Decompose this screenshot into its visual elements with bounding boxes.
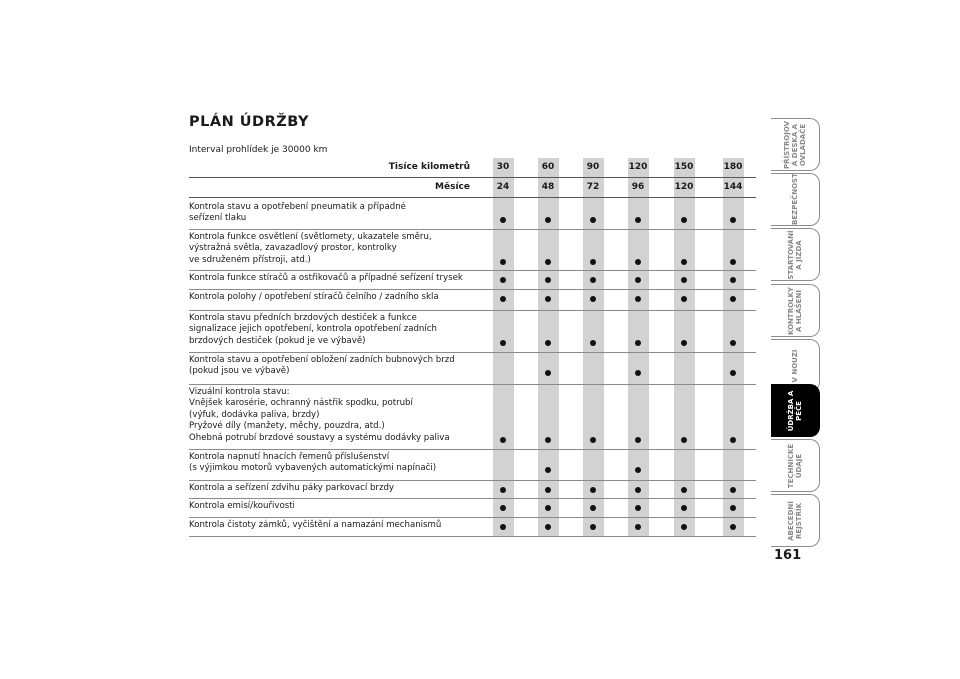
maintenance-dot	[500, 217, 506, 223]
chapter-tab-label: V NOUZI	[791, 348, 799, 383]
maintenance-dot	[681, 524, 687, 530]
maintenance-dot	[635, 370, 641, 376]
maintenance-dot	[730, 505, 736, 511]
maintenance-dot	[635, 296, 641, 302]
row-label: Kontrola čistoty zámků, vyčištění a namazání mechanismů	[189, 520, 442, 530]
table-row	[189, 200, 756, 230]
table-row	[189, 290, 756, 311]
chapter-tab-label: ÚDRŽBA A PÉČE	[787, 390, 803, 431]
row-label: Kontrola stavu a opotřebení obložení zadních bubnových brzd (pokud jsou ve výbavě)	[189, 355, 455, 377]
maintenance-dot	[590, 524, 596, 530]
km-interval-value: 60	[541, 162, 555, 172]
maintenance-dot	[545, 370, 551, 376]
maintenance-dot	[545, 277, 551, 283]
interval-note: Interval prohlídek je 30000 km	[189, 145, 328, 155]
table-row	[189, 353, 756, 385]
km-interval-value: 120	[628, 162, 648, 172]
month-interval-value: 120	[674, 182, 694, 192]
header-month-row	[189, 178, 756, 197]
row-label: Vizuální kontrola stavu: Vnějšek karosérie, ochranný nástřik spodku, potrubí (výfuk, dodávka paliva, brzdy) Pryžové díly (manžety, měchy, pouzdra, atd.) Ohebná potrubí brzdové soustavy a systému dodávky paliva	[189, 387, 450, 443]
maintenance-dot	[590, 487, 596, 493]
maintenance-dot	[730, 340, 736, 346]
maintenance-dot	[545, 217, 551, 223]
maintenance-dot	[730, 217, 736, 223]
maintenance-dot	[590, 277, 596, 283]
table-row	[189, 385, 756, 450]
maintenance-dot	[545, 467, 551, 473]
table-row	[189, 311, 756, 353]
maintenance-dot	[730, 524, 736, 530]
chapter-tab[interactable]	[771, 494, 820, 547]
maintenance-dot	[681, 277, 687, 283]
chapter-tab-label: STARTOVÁNÍ A JÍZDA	[787, 229, 803, 280]
maintenance-dot	[545, 340, 551, 346]
maintenance-dot	[635, 277, 641, 283]
chapter-tab[interactable]	[771, 384, 820, 437]
maintenance-dot	[635, 487, 641, 493]
chapter-tab-label: PŘÍSTROJOV Á DESKA A OVLADAČE	[783, 120, 807, 169]
maintenance-dot	[500, 487, 506, 493]
maintenance-dot	[500, 277, 506, 283]
maintenance-dot	[635, 467, 641, 473]
maintenance-dot	[730, 437, 736, 443]
maintenance-dot	[730, 259, 736, 265]
chapter-tab[interactable]	[771, 284, 820, 337]
chapter-tab-label: ABECEDNÍ REJSTŘÍK	[787, 500, 803, 541]
maintenance-dot	[545, 437, 551, 443]
maintenance-dot	[545, 505, 551, 511]
maintenance-dot	[730, 296, 736, 302]
month-interval-value: 24	[496, 182, 510, 192]
maintenance-dot	[590, 505, 596, 511]
maintenance-dot	[500, 524, 506, 530]
page-number: 161	[774, 548, 802, 563]
maintenance-dot	[590, 437, 596, 443]
maintenance-dot	[500, 340, 506, 346]
month-interval-value: 144	[723, 182, 743, 192]
month-interval-value: 48	[541, 182, 555, 192]
row-label: Kontrola funkce stíračů a ostřikovačů a případné seřízení trysek	[189, 273, 463, 283]
maintenance-dot	[730, 370, 736, 376]
header-bottom-rule	[189, 197, 756, 198]
maintenance-dot	[545, 296, 551, 302]
maintenance-dot	[681, 340, 687, 346]
row-label: Kontrola stavu předních brzdových destiček a funkce signalizace jejich opotřebení, kontrola opotřebení zadních brzdových destiček (pokud je ve výbavě)	[189, 313, 437, 346]
table-row	[189, 499, 756, 518]
maintenance-dot	[635, 217, 641, 223]
chapter-tab[interactable]	[771, 439, 820, 492]
maintenance-dot	[545, 487, 551, 493]
row-label: Kontrola funkce osvětlení (světlomety, ukazatele směru, výstražná světla, zavazadlový prostor, kontrolky ve sdruženém přístroji, atd.)	[189, 232, 432, 265]
chapter-tab[interactable]	[771, 173, 820, 226]
maintenance-dot	[500, 259, 506, 265]
table-row	[189, 481, 756, 499]
chapter-tab[interactable]	[771, 118, 820, 171]
chapter-tab-label: KONTROLKY A HLÁŠENÍ	[787, 286, 803, 335]
maintenance-dot	[681, 296, 687, 302]
maintenance-dot	[545, 259, 551, 265]
row-label: Kontrola stavu a opotřebení pneumatik a případné seřízení tlaku	[189, 202, 406, 224]
maintenance-dot	[590, 296, 596, 302]
maintenance-dot	[500, 296, 506, 302]
table-row	[189, 271, 756, 290]
maintenance-dot	[590, 340, 596, 346]
maintenance-dot	[635, 524, 641, 530]
maintenance-dot	[500, 505, 506, 511]
maintenance-dot	[681, 259, 687, 265]
maintenance-dot	[730, 277, 736, 283]
maintenance-dot	[730, 487, 736, 493]
maintenance-dot	[590, 259, 596, 265]
row-label: Kontrola polohy / opotřebení stíračů čelního / zadního skla	[189, 292, 439, 302]
header-km-row	[189, 158, 756, 177]
month-interval-value: 72	[586, 182, 600, 192]
maintenance-dot	[635, 259, 641, 265]
chapter-tab-label: TECHNICKÉ ÚDAJE	[787, 443, 803, 488]
km-interval-value: 90	[586, 162, 600, 172]
maintenance-dot	[681, 487, 687, 493]
km-label: Tisíce kilometrů	[388, 162, 470, 172]
chapter-tab-label: BEZPEČNOST	[791, 172, 799, 225]
row-label: Kontrola a seřízení zdvihu páky parkovací brzdy	[189, 483, 395, 493]
maintenance-dot	[681, 505, 687, 511]
maintenance-dot	[681, 437, 687, 443]
km-interval-value: 30	[496, 162, 510, 172]
maintenance-dot	[635, 340, 641, 346]
row-label: Kontrola napnutí hnacích řemenů příslušenství (s výjimkou motorů vybavených automatickými napínači)	[189, 452, 437, 474]
maintenance-dot	[500, 437, 506, 443]
row-label: Kontrola emisí/kouřivosti	[189, 501, 295, 511]
table-row	[189, 230, 756, 271]
month-interval-value: 96	[631, 182, 645, 192]
km-interval-value: 150	[674, 162, 694, 172]
maintenance-dot	[681, 217, 687, 223]
maintenance-dot	[545, 524, 551, 530]
table-row	[189, 518, 756, 537]
month-label: Měsíce	[435, 182, 470, 192]
table-row	[189, 450, 756, 481]
maintenance-dot	[590, 217, 596, 223]
maintenance-dot	[635, 505, 641, 511]
chapter-tab[interactable]	[771, 228, 820, 281]
maintenance-dot	[635, 437, 641, 443]
row-separator	[189, 536, 756, 537]
km-interval-value: 180	[723, 162, 743, 172]
page-title: PLÁN ÚDRŽBY	[189, 114, 310, 130]
